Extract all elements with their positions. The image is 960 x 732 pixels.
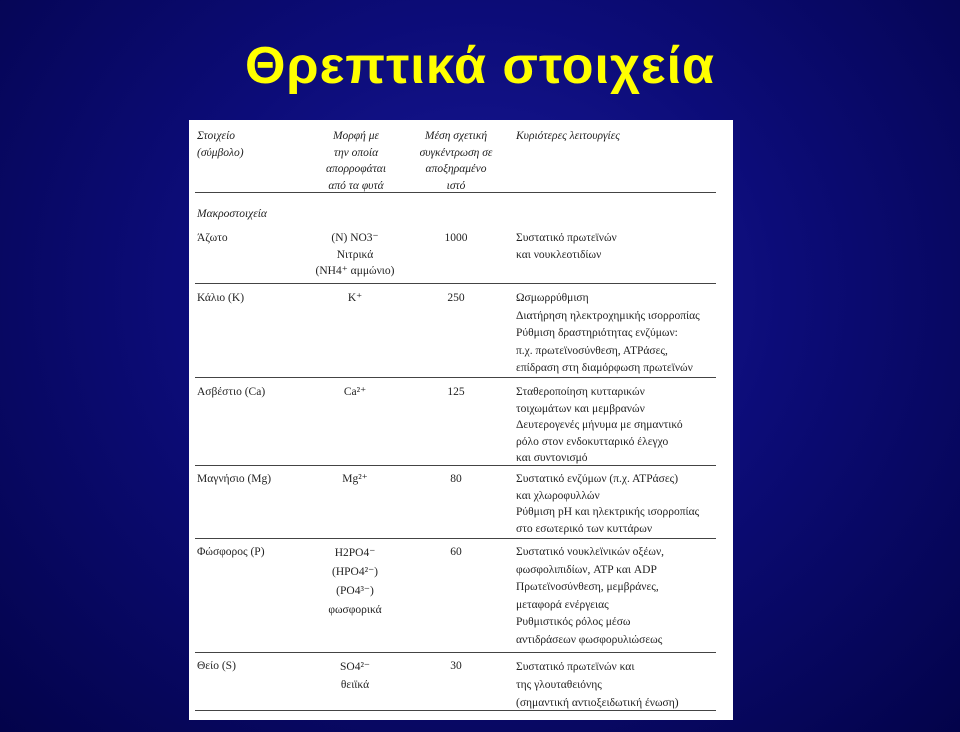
- row-calcium-functions: Σταθεροποίηση κυτταρικών τοιχωμάτων και μεμβρανών Δευτερογενές μήνυμα με σημαντικό ρόλο στον ενδοκυτταρικό έλεγχο και συντονισμό: [516, 386, 683, 464]
- row-nitrogen-functions: Συστατικό πρωτεϊνών και νουκλεοτιδίων: [516, 232, 617, 261]
- row-magnesium-value: 80: [450, 473, 462, 485]
- row-divider: [195, 652, 716, 653]
- table-bottom-rule: [195, 710, 716, 711]
- row-phosphorus-functions: Συστατικό νουκλεϊνικών οξέων, φωσφολιπιδίων, ATP και ADP Πρωτεϊνοσύνθεση, μεμβράνες, μεταφορά ενέργειας Ρυθμιστικός ρόλος μέσω αντιδράσεων φωσφορυλιώσεως: [516, 546, 665, 646]
- row-potassium-value: 250: [447, 292, 465, 304]
- row-nitrogen-element: Άζωτο: [197, 232, 228, 244]
- nutrient-table: [189, 120, 733, 720]
- row-divider: [195, 538, 716, 539]
- row-sulfur-functions: Συστατικό πρωτεϊνών και της γλουταθειόνης (σημαντική αντιοξειδωτική ένωση): [516, 661, 679, 709]
- row-divider: [195, 465, 716, 466]
- header-form: Μορφή με την οποία απορροφάται από τα φυτά: [325, 130, 387, 192]
- row-sulfur-value: 30: [450, 660, 462, 672]
- row-magnesium-element: Μαγνήσιο (Mg): [197, 473, 272, 485]
- header-element: Στοιχείο (σύμβολο): [197, 130, 244, 159]
- row-magnesium-form: Mg²⁺: [342, 473, 368, 485]
- header-concentration: Μέση σχετική συγκέντρωση σε αποξηραμένο ιστό: [419, 130, 493, 192]
- row-nitrogen-value: 1000: [444, 232, 468, 244]
- header-rule: [195, 192, 716, 193]
- row-magnesium-functions: Συστατικό ενζύμων (π.χ. ΑΤΡάσες) και χλωροφυλλών Ρύθμιση pH και ηλεκτρικής ισορροπίας στο εσωτερικό των κυττάρων: [516, 473, 700, 535]
- row-divider: [195, 283, 716, 284]
- row-calcium-form: Ca²⁺: [343, 386, 367, 398]
- row-calcium-value: 125: [447, 386, 465, 398]
- row-potassium-functions: Ωσμωρρύθμιση Διατήρηση ηλεκτροχημικής ισορροπίας Ρύθμιση δραστηριότητας ενζύμων: π.χ. πρωτεϊνοσύνθεση, ΑΤΡάσες, επίδραση στη διαμόρφωση πρωτεϊνών: [516, 292, 700, 374]
- row-phosphorus-element: Φώσφορος (P): [197, 546, 265, 558]
- row-phosphorus-value: 60: [450, 546, 462, 558]
- section-macronutrients: Μακροστοιχεία: [197, 208, 267, 220]
- row-potassium-element: Κάλιο (K): [197, 292, 245, 304]
- row-sulfur-form: SO4²⁻ θειϊκά: [340, 661, 370, 691]
- row-phosphorus-form: H2PO4⁻ (HPO4²⁻) (PO4³⁻) φωσφορικά: [328, 547, 382, 616]
- row-divider: [195, 377, 716, 378]
- header-functions: Κυριότερες λειτουργίες: [516, 130, 620, 142]
- row-potassium-form: K⁺: [347, 292, 363, 304]
- row-calcium-element: Ασβέστιο (Ca): [197, 386, 266, 398]
- slide-title: Θρεπτικά στοιχεία: [244, 37, 716, 95]
- row-nitrogen-form: (N) NO3⁻ Νιτρικά (NH4⁺ αμμώνιο): [315, 232, 395, 277]
- row-sulfur-element: Θείο (S): [197, 660, 236, 672]
